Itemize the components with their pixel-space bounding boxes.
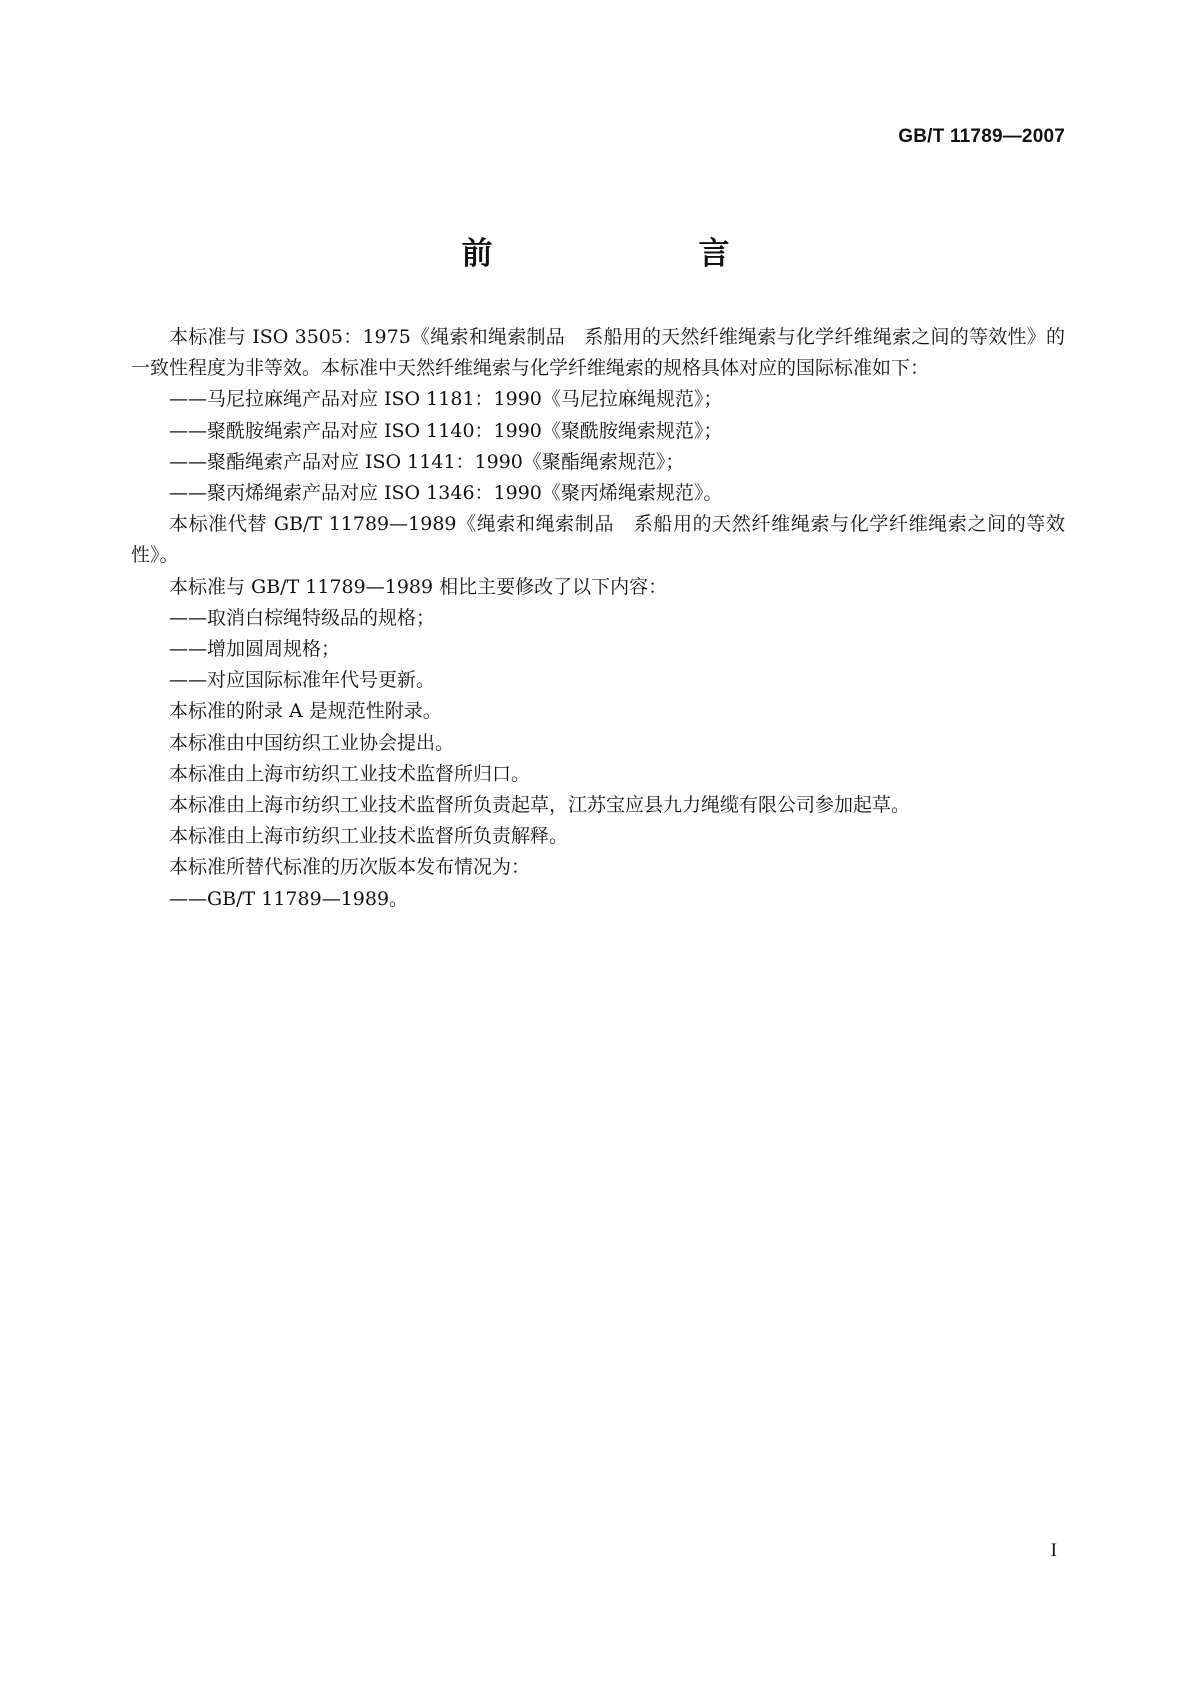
document-code: GB/T 11789—2007 [898,126,1065,147]
paragraph: 本标准由上海市纺织工业技术监督所负责解释。 [169,825,569,848]
paragraph: 本标准由上海市纺织工业技术监督所归口。 [169,762,531,785]
paragraph: 本标准所替代标准的历次版本发布情况为： [169,856,531,879]
paragraph: 本标准代替 GB/T 11789—1989《绳索和绳索制品 系船用的天然纤维绳索与化学纤维绳索之间的等效性》。 [131,513,1065,567]
list-item: ——取消白棕绳特级品的规格； [169,606,436,629]
page-title: 前 言 [461,236,778,272]
body-text [131,322,1065,915]
paragraph: 本标准与 ISO 3505：1975《绳索和绳索制品 系船用的天然纤维绳索与化学纤维绳索之间的等效性》的一致性程度为非等效。本标准中天然纤维绳索与化学纤维绳索的规格具体对应的国际标准如下： [131,326,1065,380]
list-item: ——GB/T 11789—1989。 [169,887,409,910]
paragraph: 本标准的附录 A 是规范性附录。 [169,700,442,723]
list-item: ——聚酰胺绳索产品对应 ISO 1140：1990《聚酰胺绳索规范》； [169,419,723,442]
paragraph: 本标准由上海市纺织工业技术监督所负责起草，江苏宝应县九力绳缆有限公司参加起草。 [169,794,911,817]
list-item: ——聚酯绳索产品对应 ISO 1141：1990《聚酯绳索规范》； [169,450,685,473]
paragraph: 本标准与 GB/T 11789—1989 相比主要修改了以下内容： [169,575,668,598]
list-item: ——增加圆周规格； [169,638,341,661]
list-item: ——聚丙烯绳索产品对应 ISO 1346：1990《聚丙烯绳索规范》。 [169,482,723,505]
paragraph: 本标准由中国纺织工业协会提出。 [169,731,455,754]
list-item: ——马尼拉麻绳产品对应 ISO 1181：1990《马尼拉麻绳规范》； [169,388,723,411]
page-number: I [1050,1540,1057,1561]
list-item: ——对应国际标准年代号更新。 [169,669,436,692]
